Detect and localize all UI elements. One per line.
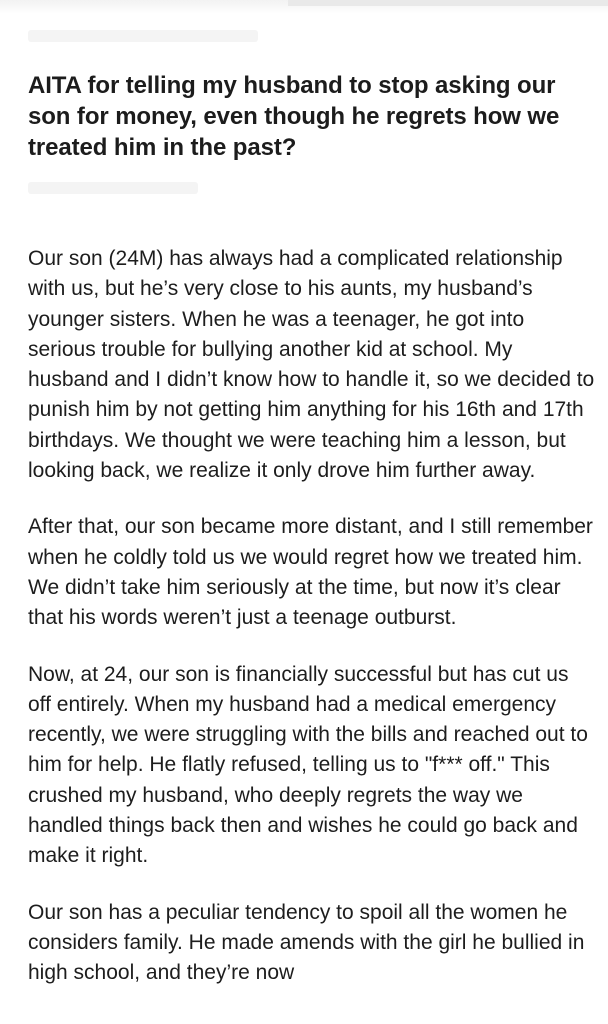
top-edge (0, 0, 608, 14)
post-paragraph-3: Now, at 24, our son is financially successful but has cut us off entirely. When my husband had a medical emergency recently, we were struggling with the bills and reached out to him for help. He flatly refused, telling us to "f*** off." This crushed my husband, who deeply regrets the way we handled things back then and wishes he could go back and make it right. (28, 662, 588, 868)
top-edge-shade (288, 0, 608, 6)
post-paragraph-2: After that, our son became more distant, and I still remember when he coldly told us we would regret how we treated him. We didn’t take him seriously at the time, but now it’s clear that his words weren’t just a teenage outburst. (28, 515, 593, 630)
post-title: AITA for telling my husband to stop asking our son for money, even though he regrets how we treated him in the past? (28, 72, 560, 161)
post-paragraph-4: Our son has a peculiar tendency to spoil all the women he considers family. He made amends with the girl he bullied in high school, and they’re now (28, 900, 585, 985)
faded-header-text (28, 30, 258, 42)
post-body (28, 244, 596, 1015)
post-paragraph-1: Our son (24M) has always had a complicated relationship with us, but he’s very close to his aunts, my husband’s younger sisters. When he was a teenager, he got into serious trouble for bullying another kid at school. My husband and I didn’t know how to handle it, so we decided to punish him by not getting him anything for his 16th and 17th birthdays. We thought we were teaching him a lesson, but looking back, we realize it only drove him further away. (28, 247, 595, 483)
faded-meta-text (28, 182, 198, 194)
